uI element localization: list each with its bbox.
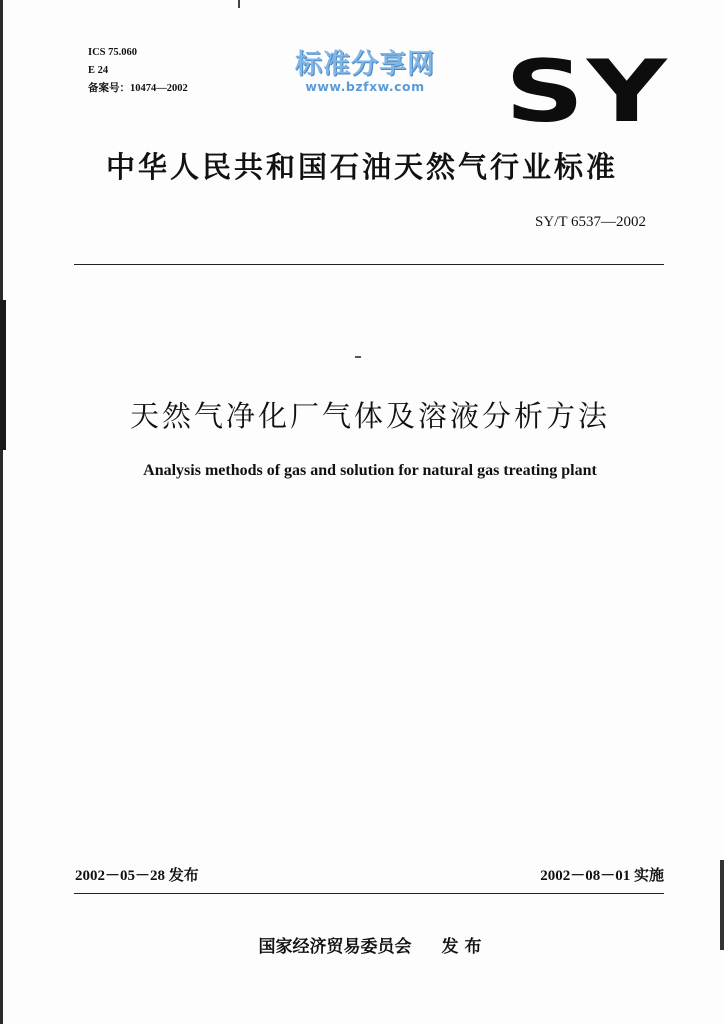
- ccs-code: E 24: [88, 65, 109, 76]
- scan-edge-artifact: [238, 0, 240, 8]
- header-divider: [74, 264, 664, 265]
- chinese-title: 天然气净化厂气体及溶液分析方法: [129, 399, 610, 433]
- watermark-title: 标准分享网: [295, 49, 435, 80]
- ics-code: ICS 75.060: [88, 47, 138, 58]
- org-title: 中华人民共和国石油天然气行业标准: [105, 150, 618, 184]
- standard-number: SY/T 6537—2002: [535, 214, 646, 230]
- publisher-name: 国家经济贸易委员会: [258, 937, 412, 957]
- english-title: Analysis methods of gas and solution for natural gas treating plant: [143, 462, 597, 479]
- classification-block: [88, 44, 188, 98]
- record-number: 备案号：10474—2002: [88, 83, 188, 94]
- effective-date: 2002－08－01 实施: [540, 868, 664, 884]
- publisher-line: [0, 932, 724, 957]
- footer-divider: [74, 893, 664, 894]
- watermark-url: www.bzfxw.com: [305, 79, 425, 94]
- issue-date: 2002－05－28 发布: [75, 868, 199, 884]
- sy-logo: SY: [505, 42, 670, 142]
- site-watermark: [280, 50, 450, 94]
- scan-mark: [355, 356, 361, 358]
- publisher-action: 发 布: [441, 937, 482, 957]
